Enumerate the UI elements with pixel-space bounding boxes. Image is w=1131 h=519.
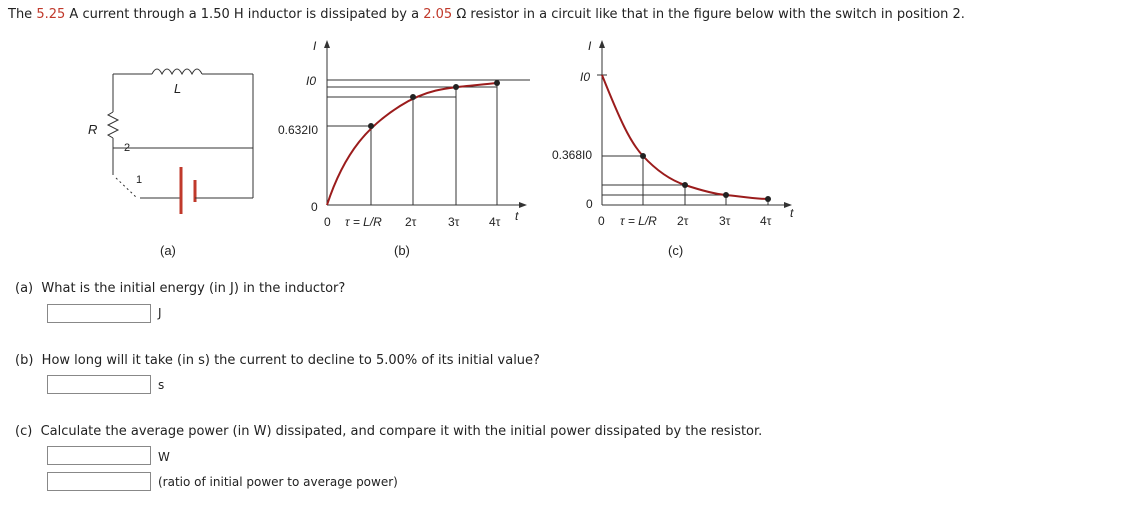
graph-c-t-axis: t (790, 206, 794, 220)
graph-b-tick-tau: τ = L/R (345, 215, 382, 229)
caption-a: (a) (160, 243, 176, 258)
inductor-label: L (174, 81, 182, 96)
intro-pre: The (8, 7, 33, 22)
answer-b-unit: s (158, 378, 165, 392)
question-b (15, 353, 540, 368)
graph-c-I-axis: I (588, 39, 592, 53)
switch-pos-1: 1 (136, 174, 143, 186)
graph-b-I0: I0 (306, 74, 317, 88)
resistance-value: 2.05 (423, 7, 453, 22)
answer-c-ratio-unit: (ratio of initial power to average power) (158, 475, 398, 489)
question-c-label: (c) (15, 424, 33, 439)
point-c-4tau (765, 196, 771, 202)
graph-c (597, 40, 792, 208)
point-4tau (494, 80, 500, 86)
resistor-zigzag (108, 112, 118, 138)
graph-c-tick-tau: τ = L/R (620, 214, 657, 228)
graph-c-tick-2tau: 2τ (677, 214, 689, 228)
point-c-tau (640, 153, 646, 159)
switch-pos-2: 2 (124, 142, 131, 154)
graph-b-zero: 0 (311, 200, 318, 214)
point-3tau (453, 84, 459, 90)
question-c (15, 424, 762, 439)
current-value: 5.25 (36, 7, 66, 22)
question-b-label: (b) (15, 353, 34, 368)
answer-c-ratio-input[interactable] (47, 472, 151, 491)
answer-c-power-unit: W (158, 450, 170, 464)
answer-b-input[interactable] (47, 375, 151, 394)
graph-c-I0: I0 (580, 70, 591, 84)
caption-c: (c) (668, 243, 684, 258)
answer-a-unit: J (158, 306, 162, 320)
graph-b-tick-4tau: 4τ (489, 215, 501, 229)
point-tau (368, 123, 374, 129)
graph-c-zero: 0 (586, 197, 593, 211)
rise-curve (327, 83, 497, 205)
caption-b: (b) (394, 243, 410, 258)
graph-b-I-axis: I (313, 39, 317, 53)
point-c-2tau (682, 182, 688, 188)
graph-c-tick-4tau: 4τ (760, 214, 772, 228)
intro-mid1: A current through a 1.50 H inductor is dissipated by a (69, 7, 420, 22)
graph-b-tick-0: 0 (324, 215, 331, 229)
problem-statement (8, 7, 965, 22)
question-a-text: What is the initial energy (in J) in the inductor? (41, 281, 346, 296)
graph-b-tick-3tau: 3τ (448, 215, 460, 229)
question-a (15, 281, 345, 296)
graph-b (324, 40, 530, 208)
figure (0, 30, 1131, 300)
question-b-text: How long will it take (in s) the current to decline to 5.00% of its initial value? (41, 353, 540, 368)
resistor-label: R (88, 122, 98, 137)
question-a-label: (a) (15, 281, 34, 296)
graph-b-t-axis: t (515, 209, 519, 223)
question-c-text: Calculate the average power (in W) dissipated, and compare it with the initial power dissipated by the resistor. (40, 424, 763, 439)
graph-c-ymid: 0.368I0 (552, 148, 593, 162)
answer-c-power-input[interactable] (47, 446, 151, 465)
point-2tau (410, 94, 416, 100)
graph-c-tick-0: 0 (598, 214, 605, 228)
intro-mid2: Ω resistor in a circuit like that in the figure below with the switch in position 2. (456, 7, 965, 22)
answer-a-input[interactable] (47, 304, 151, 323)
graph-c-tick-3tau: 3τ (719, 214, 731, 228)
graph-b-tick-2tau: 2τ (405, 215, 417, 229)
graph-b-ymid: 0.632I0 (278, 123, 319, 137)
inductor-coil (152, 69, 202, 74)
decay-curve (602, 75, 768, 199)
point-c-3tau (723, 192, 729, 198)
